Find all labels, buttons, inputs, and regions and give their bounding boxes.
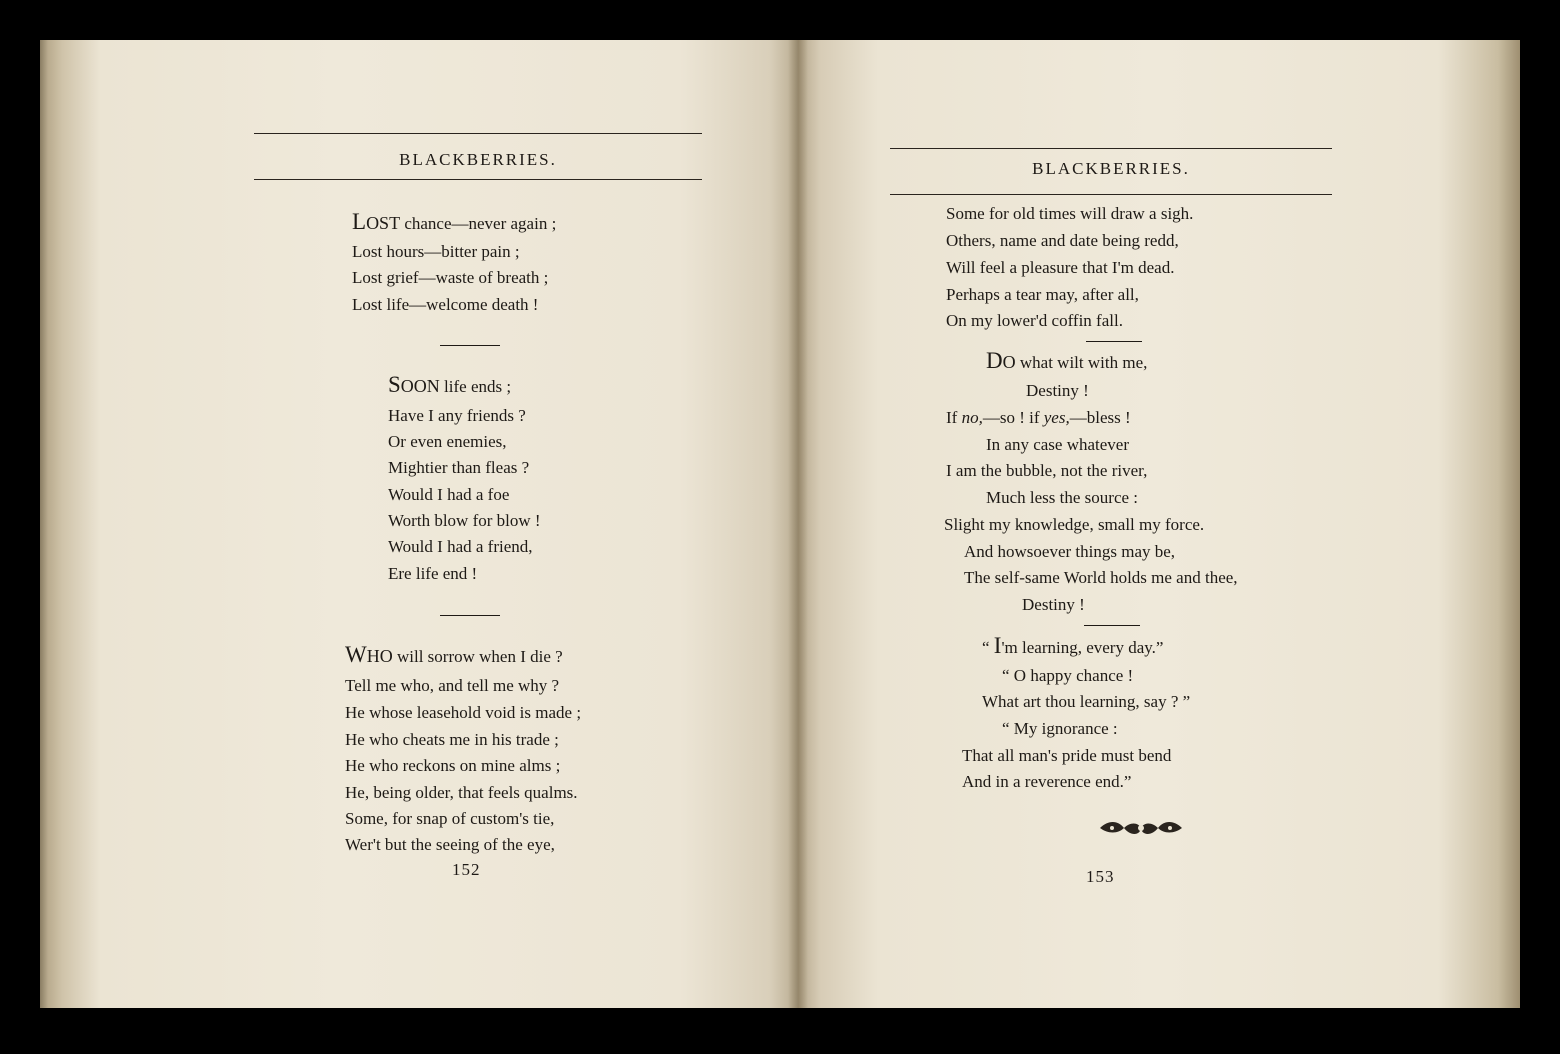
stanza-separator xyxy=(1084,625,1140,626)
poem-line: What art thou learning, say ? ” xyxy=(982,692,1191,711)
poem-line: Destiny ! xyxy=(1026,381,1089,400)
head-rule-top xyxy=(254,133,702,134)
right-page xyxy=(798,40,1520,1008)
poem-line: If no,—so ! if yes,—bless ! xyxy=(946,408,1131,427)
tailpiece-ornament-icon xyxy=(1098,818,1184,838)
poem-line: Have I any friends ? xyxy=(388,406,526,425)
poem-line: Wer't but the seeing of the eye, xyxy=(345,835,555,854)
poem-line: He whose leasehold void is made ; xyxy=(345,703,582,722)
poem-line: Some, for snap of custom's tie, xyxy=(345,809,555,828)
poem-line: DO what wilt with me, xyxy=(986,348,1148,373)
poem-line: Would I had a foe xyxy=(388,485,510,504)
poem-line: I am the bubble, not the river, xyxy=(946,461,1148,480)
poem-line: Much less the source : xyxy=(986,488,1139,507)
poem-line: LOST chance—never again ; xyxy=(352,209,557,234)
poem-line: Others, name and date being redd, xyxy=(946,231,1179,250)
poem-line: Mightier than fleas ? xyxy=(388,458,530,477)
poem-line: Perhaps a tear may, after all, xyxy=(946,285,1139,304)
poem-line: That all man's pride must bend xyxy=(962,746,1172,765)
poem-line: He, being older, that feels qualms. xyxy=(345,783,578,802)
poem-line: In any case whatever xyxy=(986,435,1130,454)
poem-line: Some for old times will draw a sigh. xyxy=(946,204,1194,223)
poem-line: Would I had a friend, xyxy=(388,537,533,556)
poem-line: Tell me who, and tell me why ? xyxy=(345,676,560,695)
poem-line: SOON life ends ; xyxy=(388,372,512,397)
page-number: 153 xyxy=(1086,867,1115,886)
poem-line: Lost hours—bitter pain ; xyxy=(352,242,520,261)
poem-line: The self-same World holds me and thee, xyxy=(964,568,1238,587)
poem-line: Will feel a pleasure that I'm dead. xyxy=(946,258,1175,277)
running-head: BLACKBERRIES. xyxy=(399,150,557,169)
poem-line: And in a reverence end.” xyxy=(962,772,1132,791)
poem-line: Lost grief—waste of breath ; xyxy=(352,268,549,287)
running-head: BLACKBERRIES. xyxy=(1032,159,1190,178)
poem-line: “ My ignorance : xyxy=(1002,719,1118,738)
stanza-separator xyxy=(440,345,500,346)
poem-line: Or even enemies, xyxy=(388,432,507,451)
open-book xyxy=(40,40,1520,1008)
head-rule-bottom xyxy=(254,179,702,180)
head-rule-bottom xyxy=(890,194,1332,195)
poem-line: Slight my knowledge, small my force. xyxy=(944,515,1205,534)
poem-line: Destiny ! xyxy=(1022,595,1085,614)
poem-line: On my lower'd coffin fall. xyxy=(946,311,1123,330)
page-number: 152 xyxy=(452,860,481,879)
poem-line: Lost life—welcome death ! xyxy=(352,295,539,314)
left-page xyxy=(40,40,798,1008)
stanza-separator xyxy=(1086,341,1142,342)
head-rule-top xyxy=(890,148,1332,149)
poem-line: He who cheats me in his trade ; xyxy=(345,730,559,749)
poem-line: WHO will sorrow when I die ? xyxy=(345,642,563,667)
poem-line: “ I'm learning, every day.” xyxy=(982,633,1164,658)
gutter xyxy=(788,40,808,1008)
poem-line: Ere life end ! xyxy=(388,564,478,583)
poem-line: Worth blow for blow ! xyxy=(388,511,541,530)
poem-line: And howsoever things may be, xyxy=(964,542,1176,561)
poem-line: He who reckons on mine alms ; xyxy=(345,756,561,775)
poem-line: “ O happy chance ! xyxy=(1002,666,1134,685)
stanza-separator xyxy=(440,615,500,616)
